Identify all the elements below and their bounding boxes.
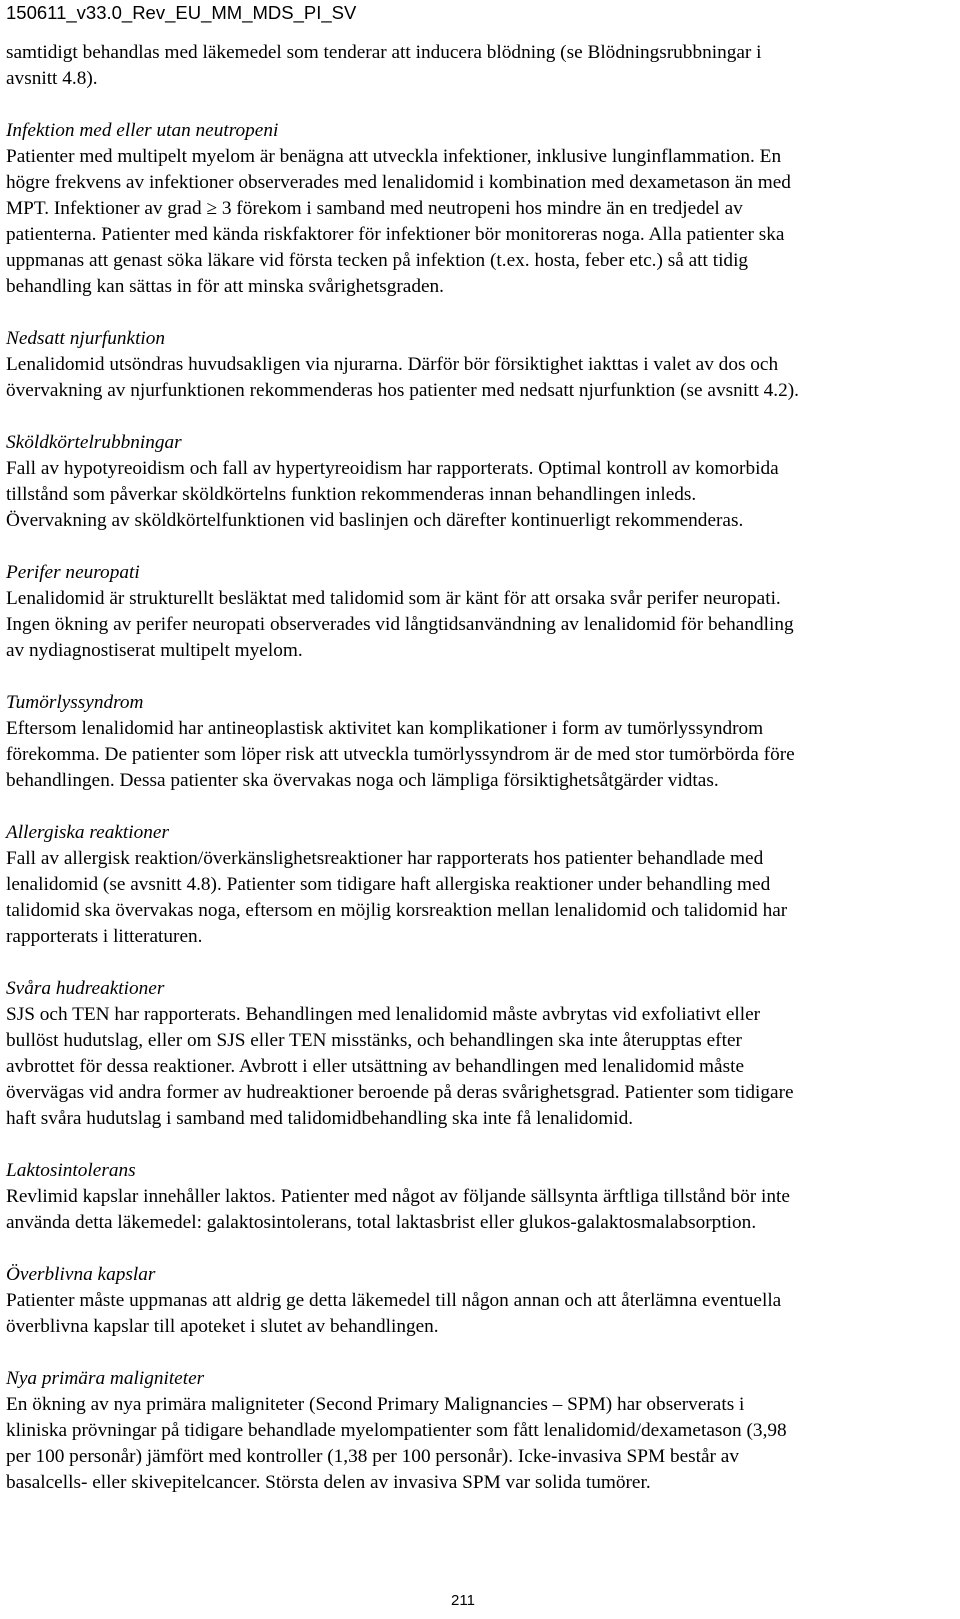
section xyxy=(6,430,958,534)
section-heading: Laktosintolerans xyxy=(6,1160,136,1181)
text-line: SJS och TEN har rapporterats. Behandlingen med lenalidomid måste avbrytas vid exfoliativt eller xyxy=(6,1004,761,1025)
page-number: 211 xyxy=(451,1592,475,1609)
section-paragraph xyxy=(6,456,958,534)
section xyxy=(6,1158,958,1236)
section xyxy=(6,690,958,794)
text-line: En ökning av nya primära maligniteter (Second Primary Malignancies – SPM) har observerats i xyxy=(6,1394,745,1415)
text-line: kliniska prövningar på tidigare behandlade myelompatienter som fått lenalidomid/dexametason (3,98 xyxy=(6,1420,787,1441)
text-line: Ingen ökning av perifer neuropati observerades vid långtidsanvändning av lenalidomid för behandling xyxy=(6,614,794,635)
text-line: behandling kan sättas in för att minska svårighetsgraden. xyxy=(6,276,444,297)
text-line: avbrottet för dessa reaktioner. Avbrott i eller utsättning av behandlingen med lenalidomid måste xyxy=(6,1056,745,1077)
section-list xyxy=(6,118,958,1496)
text-line: Patienter med multipelt myelom är benägna att utveckla infektioner, inklusive lunginflammation. En xyxy=(6,146,782,167)
section-heading: Nya primära maligniteter xyxy=(6,1368,205,1389)
section-paragraph xyxy=(6,846,958,950)
section-heading: Perifer neuropati xyxy=(6,562,140,583)
text-line: överblivna kapslar till apoteket i slutet av behandlingen. xyxy=(6,1316,439,1337)
section-paragraph xyxy=(6,586,958,664)
text-line: förekomma. De patienter som löper risk att utveckla tumörlyssyndrom är de med stor tumörbörda före xyxy=(6,744,795,765)
text-line: Lenalidomid är strukturellt besläktat med talidomid som är känt för att orsaka svår perifer neuropati. xyxy=(6,588,781,609)
text-line: avsnitt 4.8). xyxy=(6,68,98,89)
text-line: tillstånd som påverkar sköldkörtelns funktion rekommenderas innan behandlingen inleds. xyxy=(6,484,697,505)
section xyxy=(6,560,958,664)
intro-paragraph xyxy=(6,40,958,92)
section-heading: Infektion med eller utan neutropeni xyxy=(6,120,279,141)
section-heading: Nedsatt njurfunktion xyxy=(6,328,166,349)
text-line: Revlimid kapslar innehåller laktos. Patienter med något av följande sällsynta ärftliga tillstånd bör inte xyxy=(6,1186,790,1207)
text-line: uppmanas att genast söka läkare vid första tecken på infektion (t.ex. hosta, feber etc.) så att tidig xyxy=(6,250,749,271)
text-line: per 100 personår) jämfört med kontroller (1,38 per 100 personår). Icke-invasiva SPM består av xyxy=(6,1446,739,1467)
section-paragraph xyxy=(6,1184,958,1236)
text-line: övervägas vid andra former av hudreaktioner beroende på deras svårighetsgrad. Patienter som tidigare xyxy=(6,1082,794,1103)
section-paragraph xyxy=(6,716,958,794)
section-paragraph xyxy=(6,1392,958,1496)
text-line: Fall av hypotyreoidism och fall av hypertyreoidism har rapporterats. Optimal kontroll av komorbida xyxy=(6,458,779,479)
text-line: Övervakning av sköldkörtelfunktionen vid baslinjen och därefter kontinuerligt rekommenderas. xyxy=(6,510,744,531)
text-line: bullöst hudutslag, eller om SJS eller TEN misstänks, och behandlingen ska inte återupptas efter xyxy=(6,1030,742,1051)
text-line: MPT. Infektioner av grad ≥ 3 förekom i samband med neutropeni hos mindre än en tredjedel av xyxy=(6,198,743,219)
text-line: rapporterats i litteraturen. xyxy=(6,926,203,947)
document-body xyxy=(6,40,958,1496)
section-heading: Sköldkörtelrubbningar xyxy=(6,432,182,453)
section-paragraph xyxy=(6,1002,958,1132)
text-line: högre frekvens av infektioner observerades med lenalidomid i kombination med dexametason än med xyxy=(6,172,791,193)
intro-continuation xyxy=(6,40,958,92)
text-line: av nydiagnostiserat multipelt myelom. xyxy=(6,640,303,661)
text-line: Eftersom lenalidomid har antineoplastisk aktivitet kan komplikationer i form av tumörlyssyndrom xyxy=(6,718,764,739)
section-heading: Tumörlyssyndrom xyxy=(6,692,144,713)
text-line: Fall av allergisk reaktion/överkänslighetsreaktioner har rapporterats hos patienter behandlade med xyxy=(6,848,764,869)
text-line: samtidigt behandlas med läkemedel som tenderar att inducera blödning (se Blödningsrubbningar i xyxy=(6,42,762,63)
text-line: använda detta läkemedel: galaktosintolerans, total laktasbrist eller glukos-galaktosmalabsorption. xyxy=(6,1212,757,1233)
text-line: övervakning av njurfunktionen rekommenderas hos patienter med nedsatt njurfunktion (se avsnitt 4.2). xyxy=(6,380,800,401)
text-line: Patienter måste uppmanas att aldrig ge detta läkemedel till någon annan och att återlämna eventuella xyxy=(6,1290,782,1311)
section xyxy=(6,820,958,950)
text-line: lenalidomid (se avsnitt 4.8). Patienter som tidigare haft allergiska reaktioner under behandling med xyxy=(6,874,771,895)
section xyxy=(6,1262,958,1340)
section-paragraph xyxy=(6,352,958,404)
text-line: behandlingen. Dessa patienter ska övervakas noga och lämpliga försiktighetsåtgärder vidtas. xyxy=(6,770,719,791)
section xyxy=(6,976,958,1132)
section xyxy=(6,118,958,300)
section xyxy=(6,1366,958,1496)
section-paragraph xyxy=(6,1288,958,1340)
text-line: patienterna. Patienter med kända riskfaktorer för infektioner bör monitoreras noga. Alla patienter ska xyxy=(6,224,785,245)
text-line: Lenalidomid utsöndras huvudsakligen via njurarna. Därför bör försiktighet iakttas i valet av dos och xyxy=(6,354,779,375)
text-line: basalcells- eller skivepitelcancer. Största delen av invasiva SPM var solida tumörer. xyxy=(6,1472,651,1493)
text-line: talidomid ska övervakas noga, eftersom en möjlig korsreaktion mellan lenalidomid och talidomid har xyxy=(6,900,788,921)
section xyxy=(6,326,958,404)
section-heading: Svåra hudreaktioner xyxy=(6,978,165,999)
section-paragraph xyxy=(6,144,958,300)
section-heading: Överblivna kapslar xyxy=(6,1264,156,1285)
document-id-header: 150611_v33.0_Rev_EU_MM_MDS_PI_SV xyxy=(6,2,357,23)
text-line: haft svåra hudutslag i samband med talidomidbehandling ska inte få lenalidomid. xyxy=(6,1108,634,1129)
section-heading: Allergiska reaktioner xyxy=(6,822,169,843)
